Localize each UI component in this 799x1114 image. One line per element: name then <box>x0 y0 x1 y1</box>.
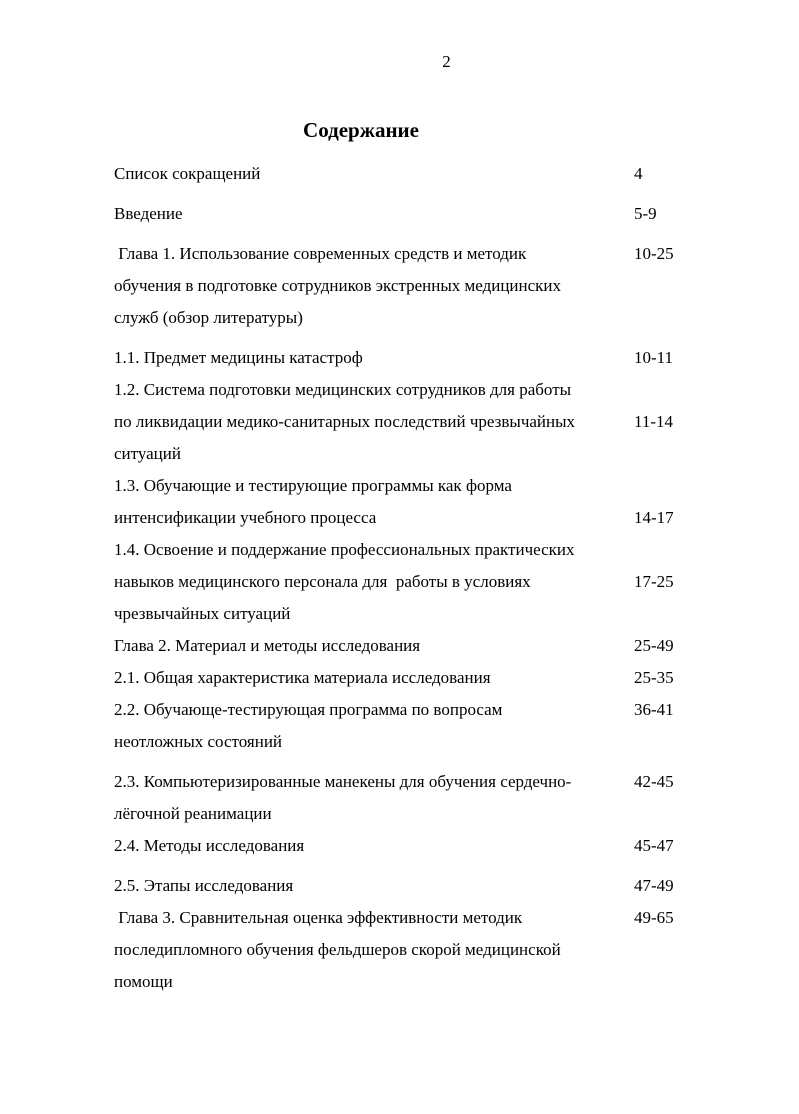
toc-entry-title-line: помощи <box>114 972 173 991</box>
toc-entry-pages: 10-11 <box>634 348 674 367</box>
toc-entry-pages: 25-49 <box>634 636 674 655</box>
toc-entry-title-line: Список сокращений <box>114 164 261 183</box>
toc-entry-title-line: обучения в подготовке сотрудников экстренных медицинских <box>114 276 562 295</box>
toc-entry-title-line: навыков медицинского персонала для работы в условиях <box>114 572 531 591</box>
toc-entry-title-line: служб (обзор литературы) <box>114 308 303 327</box>
toc-entry-title-line: лёгочной реанимации <box>114 804 272 823</box>
toc-entry-pages: 36-41 <box>634 700 674 719</box>
toc-entry-title-line: 1.4. Освоение и поддержание профессиональных практических <box>114 540 575 559</box>
toc-entry-pages: 4 <box>634 164 643 183</box>
toc-entry-title-line: Глава 3. Сравнительная оценка эффективности методик <box>114 908 523 927</box>
toc-entry-title-line: Введение <box>114 204 183 223</box>
toc-entry-title-line: Глава 2. Материал и методы исследования <box>114 636 421 655</box>
toc-entry-pages: 45-47 <box>634 836 674 855</box>
toc-entry-title-line: 1.3. Обучающие и тестирующие программы как форма <box>114 476 512 495</box>
toc-entry-pages: 17-25 <box>634 572 674 591</box>
page-number: 2 <box>442 52 451 71</box>
toc-entry-pages: 25-35 <box>634 668 674 687</box>
toc-entry-pages: 42-45 <box>634 772 674 791</box>
toc-entry-pages: 5-9 <box>634 204 657 223</box>
toc-entry-title-line: 2.4. Методы исследования <box>114 836 305 855</box>
toc-entry-pages: 10-25 <box>634 244 674 263</box>
toc-entry-title-line: Глава 1. Использование современных средств и методик <box>114 244 527 263</box>
toc-entry-title-line: интенсификации учебного процесса <box>114 508 377 527</box>
toc-entry-pages: 47-49 <box>634 876 674 895</box>
toc-entry-title-line: 1.2. Система подготовки медицинских сотрудников для работы <box>114 380 572 399</box>
toc-entry-title-line: чрезвычайных ситуаций <box>114 604 291 623</box>
toc-entry-title-line: 2.1. Общая характеристика материала исследования <box>114 668 491 687</box>
toc-entry-pages: 49-65 <box>634 908 674 927</box>
toc-entry-title-line: 2.2. Обучающе-тестирующая программа по вопросам <box>114 700 503 719</box>
toc-entry-title-line: 2.3. Компьютеризированные манекены для обучения сердечно- <box>114 772 572 791</box>
toc-entry-title-line: по ликвидации медико-санитарных последствий чрезвычайных <box>114 412 576 431</box>
toc-entry-title-line: 2.5. Этапы исследования <box>114 876 294 895</box>
page-title: Содержание <box>303 118 419 142</box>
toc-entry-title-line: неотложных состояний <box>114 732 283 751</box>
toc-entry-title-line: ситуаций <box>114 444 181 463</box>
toc-entry-pages: 11-14 <box>634 412 674 431</box>
toc-entry-title-line: последипломного обучения фельдшеров скорой медицинской <box>114 940 561 959</box>
toc-entry-pages: 14-17 <box>634 508 674 527</box>
toc-entry-title-line: 1.1. Предмет медицины катастроф <box>114 348 363 367</box>
